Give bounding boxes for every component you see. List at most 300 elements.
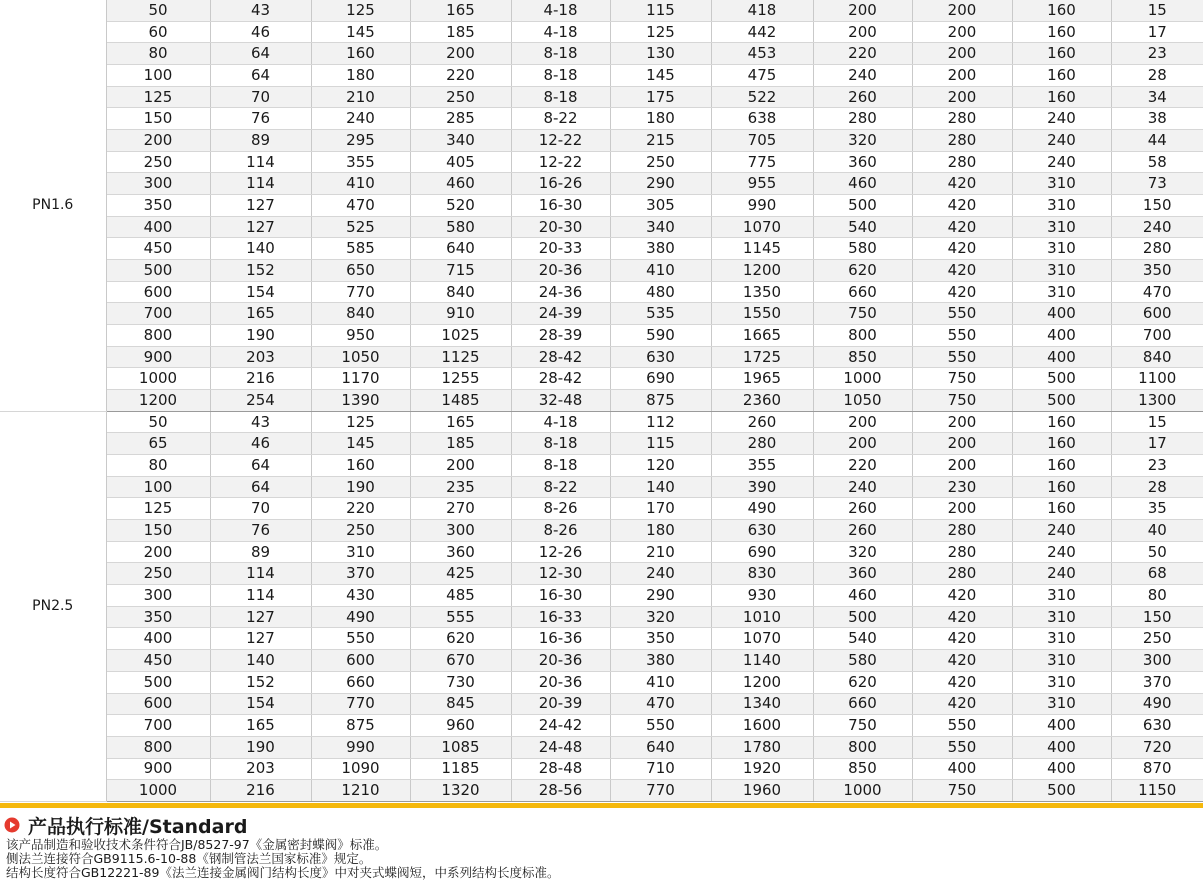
table-cell: 100 bbox=[106, 476, 210, 498]
table-cell: 200 bbox=[912, 86, 1012, 108]
table-cell: 600 bbox=[106, 281, 210, 303]
table-cell: 490 bbox=[311, 606, 410, 628]
table-cell: 260 bbox=[813, 86, 912, 108]
table-cell: 240 bbox=[1012, 541, 1111, 563]
table-cell: 410 bbox=[610, 260, 711, 282]
table-cell: 215 bbox=[610, 130, 711, 152]
table-cell: 280 bbox=[1111, 238, 1203, 260]
table-cell: 1025 bbox=[410, 325, 511, 347]
table-cell: 310 bbox=[1012, 606, 1111, 628]
table-cell: 203 bbox=[210, 346, 311, 368]
table-cell: 400 bbox=[106, 216, 210, 238]
table-cell: 480 bbox=[610, 281, 711, 303]
table-cell: 12-26 bbox=[511, 541, 610, 563]
table-cell: 620 bbox=[813, 260, 912, 282]
table-cell: 750 bbox=[912, 780, 1012, 802]
table-cell: 522 bbox=[711, 86, 813, 108]
table-cell: 180 bbox=[610, 520, 711, 542]
table-cell: 16-26 bbox=[511, 173, 610, 195]
table-cell: 840 bbox=[410, 281, 511, 303]
table-cell: 80 bbox=[1111, 585, 1203, 607]
table-cell: 580 bbox=[410, 216, 511, 238]
table-cell: 114 bbox=[210, 151, 311, 173]
table-cell: 370 bbox=[1111, 671, 1203, 693]
table-cell: 145 bbox=[311, 433, 410, 455]
table-cell: 160 bbox=[1012, 498, 1111, 520]
table-cell: 68 bbox=[1111, 563, 1203, 585]
table-cell: 450 bbox=[106, 650, 210, 672]
table-cell: 240 bbox=[1012, 151, 1111, 173]
table-cell: 700 bbox=[1111, 325, 1203, 347]
table-cell: 535 bbox=[610, 303, 711, 325]
table-cell: 750 bbox=[912, 368, 1012, 390]
standard-line-3: 结构长度符合GB12221-89《法兰连接金属阀门结构长度》中对夹式蝶阀短，中系列结构长度标准。 bbox=[6, 865, 560, 880]
table-cell: 1965 bbox=[711, 368, 813, 390]
table-cell: 340 bbox=[610, 216, 711, 238]
table-cell: 280 bbox=[912, 563, 1012, 585]
table-cell: 28-48 bbox=[511, 758, 610, 780]
table-cell: 160 bbox=[1012, 86, 1111, 108]
table-cell: 420 bbox=[912, 238, 1012, 260]
table-cell: 500 bbox=[1012, 780, 1111, 802]
table-cell: 1350 bbox=[711, 281, 813, 303]
table-cell: 1210 bbox=[311, 780, 410, 802]
table-cell: 16-36 bbox=[511, 628, 610, 650]
table-cell: 1145 bbox=[711, 238, 813, 260]
table-row bbox=[0, 715, 1203, 737]
table-cell: 350 bbox=[106, 195, 210, 217]
table-cell: 64 bbox=[210, 43, 311, 65]
table-cell: 160 bbox=[311, 43, 410, 65]
table-cell: 220 bbox=[410, 65, 511, 87]
table-cell: 1780 bbox=[711, 736, 813, 758]
table-cell: 240 bbox=[610, 563, 711, 585]
table-cell: 64 bbox=[210, 455, 311, 477]
table-row bbox=[0, 520, 1203, 542]
table-cell: 50 bbox=[106, 411, 210, 433]
table-cell: 430 bbox=[311, 585, 410, 607]
table-cell: 600 bbox=[1111, 303, 1203, 325]
table-cell: 250 bbox=[106, 563, 210, 585]
table-cell: 200 bbox=[912, 433, 1012, 455]
table-cell: 4-18 bbox=[511, 411, 610, 433]
table-cell: 145 bbox=[311, 21, 410, 43]
table-row bbox=[0, 303, 1203, 325]
table-cell: 1600 bbox=[711, 715, 813, 737]
table-cell: 58 bbox=[1111, 151, 1203, 173]
table-row bbox=[0, 780, 1203, 802]
table-cell: 1050 bbox=[311, 346, 410, 368]
table-cell: 650 bbox=[311, 260, 410, 282]
table-cell: 550 bbox=[311, 628, 410, 650]
table-row bbox=[0, 606, 1203, 628]
table-cell: 290 bbox=[610, 173, 711, 195]
table-cell: 35 bbox=[1111, 498, 1203, 520]
table-row bbox=[0, 346, 1203, 368]
table-cell: 285 bbox=[410, 108, 511, 130]
table-cell: 485 bbox=[410, 585, 511, 607]
table-cell: 140 bbox=[610, 476, 711, 498]
table-cell: 500 bbox=[813, 606, 912, 628]
table-row bbox=[0, 411, 1203, 433]
table-cell: 100 bbox=[106, 65, 210, 87]
table-cell: 700 bbox=[106, 715, 210, 737]
table-cell: 500 bbox=[1012, 368, 1111, 390]
table-cell: 490 bbox=[711, 498, 813, 520]
table-cell: 600 bbox=[106, 693, 210, 715]
table-cell: 280 bbox=[912, 541, 1012, 563]
table-cell: 1125 bbox=[410, 346, 511, 368]
table-cell: 420 bbox=[912, 216, 1012, 238]
table-cell: 640 bbox=[610, 736, 711, 758]
table-row bbox=[0, 86, 1203, 108]
table-cell: 295 bbox=[311, 130, 410, 152]
table-cell: 1390 bbox=[311, 390, 410, 412]
table-cell: 600 bbox=[311, 650, 410, 672]
table-cell: 360 bbox=[813, 563, 912, 585]
table-cell: 8-18 bbox=[511, 65, 610, 87]
table-cell: 32-48 bbox=[511, 390, 610, 412]
table-cell: 220 bbox=[813, 43, 912, 65]
table-cell: 1000 bbox=[106, 368, 210, 390]
table-cell: 350 bbox=[1111, 260, 1203, 282]
table-cell: 23 bbox=[1111, 43, 1203, 65]
table-cell: 250 bbox=[1111, 628, 1203, 650]
table-cell: 585 bbox=[311, 238, 410, 260]
table-cell: 250 bbox=[410, 86, 511, 108]
table-cell: 24-39 bbox=[511, 303, 610, 325]
table-cell: 160 bbox=[1012, 21, 1111, 43]
play-circle-icon bbox=[4, 817, 20, 833]
table-cell: 1300 bbox=[1111, 390, 1203, 412]
table-cell: 490 bbox=[1111, 693, 1203, 715]
table-row bbox=[0, 498, 1203, 520]
table-cell: 770 bbox=[311, 281, 410, 303]
standard-section bbox=[0, 812, 1203, 880]
table-cell: 500 bbox=[1012, 390, 1111, 412]
table-cell: 800 bbox=[106, 736, 210, 758]
table-cell: 500 bbox=[106, 260, 210, 282]
table-cell: 280 bbox=[711, 433, 813, 455]
table-cell: 750 bbox=[813, 303, 912, 325]
table-cell: 28-42 bbox=[511, 368, 610, 390]
table-row bbox=[0, 390, 1203, 412]
table-cell: 8-18 bbox=[511, 433, 610, 455]
table-cell: 8-26 bbox=[511, 498, 610, 520]
table-cell: 1000 bbox=[813, 368, 912, 390]
table-cell: 550 bbox=[912, 303, 1012, 325]
table-cell: 240 bbox=[1012, 108, 1111, 130]
table-cell: 630 bbox=[1111, 715, 1203, 737]
table-cell: 715 bbox=[410, 260, 511, 282]
table-cell: 310 bbox=[1012, 671, 1111, 693]
table-cell: 76 bbox=[210, 108, 311, 130]
table-cell: 160 bbox=[311, 455, 410, 477]
table-row bbox=[0, 433, 1203, 455]
table-cell: 38 bbox=[1111, 108, 1203, 130]
table-cell: 8-18 bbox=[511, 455, 610, 477]
table-cell: 250 bbox=[610, 151, 711, 173]
table-cell: 165 bbox=[410, 411, 511, 433]
table-cell: 400 bbox=[912, 758, 1012, 780]
table-cell: 125 bbox=[610, 21, 711, 43]
table-cell: 400 bbox=[1012, 736, 1111, 758]
table-cell: 425 bbox=[410, 563, 511, 585]
table-cell: 310 bbox=[311, 541, 410, 563]
table-cell: 1200 bbox=[711, 260, 813, 282]
table-cell: 152 bbox=[210, 671, 311, 693]
table-cell: 540 bbox=[813, 216, 912, 238]
table-cell: 525 bbox=[311, 216, 410, 238]
table-cell: 1085 bbox=[410, 736, 511, 758]
table-cell: 800 bbox=[813, 325, 912, 347]
table-cell: 410 bbox=[610, 671, 711, 693]
table-cell: 300 bbox=[1111, 650, 1203, 672]
table-cell: 280 bbox=[813, 108, 912, 130]
standard-line-1: 该产品制造和验收技术条件符合JB/8527-97《金属密封蝶阀》标准。 bbox=[6, 837, 388, 852]
table-cell: 16-33 bbox=[511, 606, 610, 628]
table-cell: 370 bbox=[311, 563, 410, 585]
table-cell: 900 bbox=[106, 346, 210, 368]
table-cell: 280 bbox=[912, 108, 1012, 130]
table-cell: 89 bbox=[210, 541, 311, 563]
table-cell: 114 bbox=[210, 173, 311, 195]
table-cell: 1090 bbox=[311, 758, 410, 780]
table-cell: 500 bbox=[106, 671, 210, 693]
table-cell: 43 bbox=[210, 411, 311, 433]
table-cell: 240 bbox=[1012, 130, 1111, 152]
table-cell: 690 bbox=[610, 368, 711, 390]
table-cell: 200 bbox=[912, 65, 1012, 87]
table-cell: 260 bbox=[813, 498, 912, 520]
table-cell: 550 bbox=[912, 736, 1012, 758]
table-cell: 20-33 bbox=[511, 238, 610, 260]
table-cell: 80 bbox=[106, 43, 210, 65]
table-cell: 580 bbox=[813, 238, 912, 260]
table-cell: 638 bbox=[711, 108, 813, 130]
table-cell: 690 bbox=[711, 541, 813, 563]
table-cell: 20-36 bbox=[511, 671, 610, 693]
table-row bbox=[0, 43, 1203, 65]
table-cell: 28-56 bbox=[511, 780, 610, 802]
table-cell: 442 bbox=[711, 21, 813, 43]
table-cell: 960 bbox=[410, 715, 511, 737]
table-cell: 420 bbox=[912, 693, 1012, 715]
table-cell: 20-36 bbox=[511, 650, 610, 672]
table-row bbox=[0, 650, 1203, 672]
table-cell: 200 bbox=[912, 498, 1012, 520]
standard-heading bbox=[0, 812, 1203, 838]
table-row bbox=[0, 671, 1203, 693]
table-cell: 24-42 bbox=[511, 715, 610, 737]
table-cell: 17 bbox=[1111, 21, 1203, 43]
table-row bbox=[0, 108, 1203, 130]
table-cell: 750 bbox=[912, 390, 1012, 412]
pressure-rating-cell: PN2.5 bbox=[0, 411, 106, 801]
table-cell: 216 bbox=[210, 780, 311, 802]
table-cell: 200 bbox=[912, 0, 1012, 21]
table-cell: 1000 bbox=[813, 780, 912, 802]
table-cell: 170 bbox=[610, 498, 711, 520]
table-cell: 43 bbox=[210, 0, 311, 21]
table-row bbox=[0, 238, 1203, 260]
table-cell: 150 bbox=[106, 520, 210, 542]
table-cell: 240 bbox=[813, 476, 912, 498]
table-cell: 28-39 bbox=[511, 325, 610, 347]
table-cell: 160 bbox=[1012, 43, 1111, 65]
table-cell: 875 bbox=[610, 390, 711, 412]
table-cell: 125 bbox=[106, 86, 210, 108]
table-cell: 127 bbox=[210, 628, 311, 650]
table-cell: 630 bbox=[711, 520, 813, 542]
table-cell: 1100 bbox=[1111, 368, 1203, 390]
table-row bbox=[0, 130, 1203, 152]
table-cell: 550 bbox=[912, 715, 1012, 737]
table-cell: 800 bbox=[813, 736, 912, 758]
table-cell: 80 bbox=[106, 455, 210, 477]
table-cell: 290 bbox=[610, 585, 711, 607]
table-cell: 130 bbox=[610, 43, 711, 65]
table-cell: 355 bbox=[311, 151, 410, 173]
table-row bbox=[0, 736, 1203, 758]
table-cell: 550 bbox=[610, 715, 711, 737]
table-cell: 460 bbox=[813, 585, 912, 607]
table-cell: 200 bbox=[106, 541, 210, 563]
table-cell: 1010 bbox=[711, 606, 813, 628]
table-cell: 160 bbox=[1012, 433, 1111, 455]
table-row bbox=[0, 216, 1203, 238]
table-cell: 240 bbox=[1012, 520, 1111, 542]
table-cell: 200 bbox=[106, 130, 210, 152]
table-cell: 660 bbox=[813, 281, 912, 303]
table-cell: 154 bbox=[210, 693, 311, 715]
table-row bbox=[0, 476, 1203, 498]
table-cell: 64 bbox=[210, 476, 311, 498]
table-cell: 1070 bbox=[711, 628, 813, 650]
table-cell: 127 bbox=[210, 606, 311, 628]
table-cell: 140 bbox=[210, 650, 311, 672]
table-cell: 475 bbox=[711, 65, 813, 87]
table-cell: 770 bbox=[610, 780, 711, 802]
table-cell: 1665 bbox=[711, 325, 813, 347]
table-cell: 125 bbox=[311, 0, 410, 21]
table-cell: 73 bbox=[1111, 173, 1203, 195]
table-cell: 900 bbox=[106, 758, 210, 780]
table-cell: 830 bbox=[711, 563, 813, 585]
table-cell: 2360 bbox=[711, 390, 813, 412]
table-cell: 310 bbox=[1012, 650, 1111, 672]
table-cell: 203 bbox=[210, 758, 311, 780]
table-cell: 1200 bbox=[711, 671, 813, 693]
table-cell: 165 bbox=[210, 715, 311, 737]
table-cell: 280 bbox=[912, 130, 1012, 152]
table-cell: 540 bbox=[813, 628, 912, 650]
table-row bbox=[0, 325, 1203, 347]
table-cell: 950 bbox=[311, 325, 410, 347]
table-cell: 800 bbox=[106, 325, 210, 347]
table-cell: 16-30 bbox=[511, 195, 610, 217]
table-cell: 420 bbox=[912, 650, 1012, 672]
table-cell: 200 bbox=[813, 0, 912, 21]
table-cell: 200 bbox=[813, 411, 912, 433]
table-cell: 620 bbox=[410, 628, 511, 650]
table-cell: 12-22 bbox=[511, 151, 610, 173]
table-cell: 640 bbox=[410, 238, 511, 260]
table-cell: 310 bbox=[1012, 260, 1111, 282]
table-cell: 470 bbox=[610, 693, 711, 715]
table-cell: 990 bbox=[311, 736, 410, 758]
table-cell: 400 bbox=[1012, 303, 1111, 325]
table-row bbox=[0, 693, 1203, 715]
table-cell: 40 bbox=[1111, 520, 1203, 542]
table-cell: 115 bbox=[610, 433, 711, 455]
table-cell: 670 bbox=[410, 650, 511, 672]
table-cell: 400 bbox=[1012, 715, 1111, 737]
table-cell: 420 bbox=[912, 585, 1012, 607]
table-cell: 360 bbox=[410, 541, 511, 563]
table-cell: 660 bbox=[311, 671, 410, 693]
table-cell: 28 bbox=[1111, 476, 1203, 498]
table-cell: 200 bbox=[912, 411, 1012, 433]
table-cell: 180 bbox=[610, 108, 711, 130]
table-cell: 165 bbox=[410, 0, 511, 21]
table-cell: 280 bbox=[912, 520, 1012, 542]
table-cell: 550 bbox=[912, 325, 1012, 347]
table-cell: 470 bbox=[311, 195, 410, 217]
table-cell: 220 bbox=[311, 498, 410, 520]
table-cell: 420 bbox=[912, 606, 1012, 628]
table-cell: 955 bbox=[711, 173, 813, 195]
table-cell: 160 bbox=[1012, 0, 1111, 21]
table-cell: 310 bbox=[1012, 628, 1111, 650]
table-cell: 240 bbox=[1111, 216, 1203, 238]
table-cell: 990 bbox=[711, 195, 813, 217]
standard-line-2: 侧法兰连接符合GB9115.6-10-88《钢制管法兰国家标准》规定。 bbox=[6, 851, 372, 866]
table-row bbox=[0, 281, 1203, 303]
table-cell: 4-18 bbox=[511, 0, 610, 21]
table-cell: 420 bbox=[912, 281, 1012, 303]
table-cell: 12-30 bbox=[511, 563, 610, 585]
table-row bbox=[0, 628, 1203, 650]
table-cell: 15 bbox=[1111, 411, 1203, 433]
table-cell: 310 bbox=[1012, 195, 1111, 217]
table-cell: 400 bbox=[1012, 346, 1111, 368]
table-cell: 845 bbox=[410, 693, 511, 715]
table-cell: 12-22 bbox=[511, 130, 610, 152]
table-row bbox=[0, 563, 1203, 585]
table-cell: 23 bbox=[1111, 455, 1203, 477]
table-cell: 64 bbox=[210, 65, 311, 87]
table-cell: 320 bbox=[813, 130, 912, 152]
table-cell: 555 bbox=[410, 606, 511, 628]
table-row bbox=[0, 455, 1203, 477]
table-cell: 46 bbox=[210, 21, 311, 43]
table-cell: 705 bbox=[711, 130, 813, 152]
table-cell: 125 bbox=[311, 411, 410, 433]
table-cell: 185 bbox=[410, 433, 511, 455]
table-cell: 112 bbox=[610, 411, 711, 433]
table-cell: 380 bbox=[610, 650, 711, 672]
table-cell: 418 bbox=[711, 0, 813, 21]
table-cell: 660 bbox=[813, 693, 912, 715]
table-cell: 145 bbox=[610, 65, 711, 87]
table-cell: 20-39 bbox=[511, 693, 610, 715]
table-cell: 240 bbox=[1012, 563, 1111, 585]
table-cell: 24-36 bbox=[511, 281, 610, 303]
table-cell: 1150 bbox=[1111, 780, 1203, 802]
table-cell: 770 bbox=[311, 693, 410, 715]
table-cell: 8-18 bbox=[511, 43, 610, 65]
